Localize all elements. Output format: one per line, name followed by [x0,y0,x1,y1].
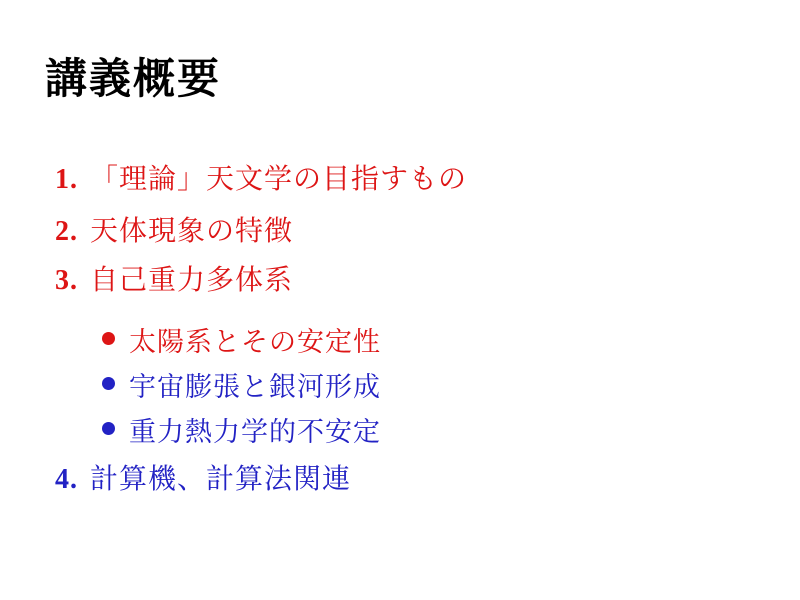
sub-item-1-text: 太陽系とその安定性 [129,327,381,357]
sub-item-3 [102,418,381,448]
bullet-dot-icon [102,332,115,345]
list-item-4-number: 4. [55,464,78,495]
list-item-4 [55,465,351,496]
list-item-2-number: 2. [55,216,78,247]
sub-item-2 [102,373,381,403]
bullet-dot-icon [102,422,115,435]
sub-item-1 [102,328,381,358]
list-item-4-text: 計算機、計算法関連 [90,464,352,495]
list-item-3-number: 3. [55,265,78,296]
list-item-1-number: 1. [55,164,78,195]
list-item-3 [55,266,293,297]
bullet-dot-icon [102,377,115,390]
list-item-2 [55,217,293,248]
list-item-2-text: 天体現象の特徴 [90,216,294,247]
list-item-3-text: 自己重力多体系 [90,265,294,296]
list-item-1-text: 「理論」天文学の目指すもの [90,164,468,195]
list-item-1 [55,165,467,196]
slide-title: 講義概要 [45,54,222,103]
sub-item-3-text: 重力熱力学的不安定 [129,417,381,447]
sub-item-2-text: 宇宙膨張と銀河形成 [129,372,381,402]
